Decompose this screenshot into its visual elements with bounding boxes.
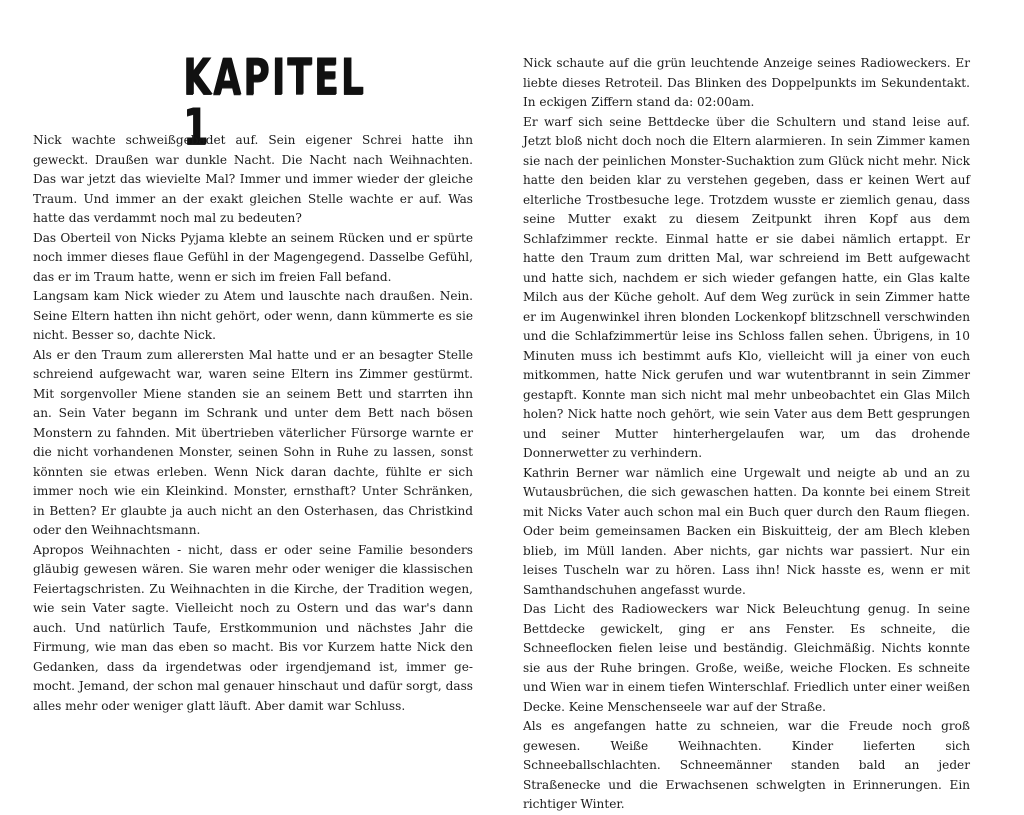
- paragraph: Kathrin Berner war nämlich eine Urgewalt und neigte ab und an zu Wutausbrüchen, die sich gewaschen hatten. Da konnte bei einem Streit mit Nicks Vater auch schon mal ein Buch quer durch den Raum fliegen. Oder beim gemeinsamen Backen ein Biskuitteig, der am Blech kleben blieb, im Müll landen. Aber nichts, gar nichts war passiert. Nur ein leises Tuscheln war zu hören. Lass ihn! Nick hasste es, wenn er mit Samthandschuhen angefasst wurde.: [523, 465, 970, 597]
- left-page-text: [33, 131, 473, 716]
- paragraph: Langsam kam Nick wieder zu Atem und lauschte nach draußen. Nein. Seine Eltern hatten ihn nicht gehört, oder wenn, dann kümmerte es sie nicht. Besser so, dachte Nick.: [33, 289, 473, 342]
- paragraph: Als er den Traum zum allerersten Mal hatte und er an besagter Stelle schreiend aufgewacht war, waren seine Eltern ins Zimmer gestürmt. Mit sorgenvoller Miene standen sie an seinem Bett und starrten ihn an. Sein Vater begann im Schrank und unter dem Bett nach bösen Monstern zu fahnden. Mit übertrieben väterlicher Fürsorge warnte er die nicht vorhandenen Monster, seinen Sohn in Ruhe zu lassen, sonst könnten sie etwas erleben. Wenn Nick daran dachte, fühlte er sich immer noch wie ein Kleinkind. Monster, ernsthaft? Unter Schränken, in Betten? Er glaubte ja auch nicht an den Osterhasen, das Christkind oder den Weihnachtsmann.: [33, 347, 473, 537]
- paragraph: Nick schaute auf die grün leuchtende Anzeige seines Radioweckers. Er liebte dieses Retroteil. Das Blinken des Doppelpunkts im Sekundentakt. In eckigen Ziffern stand da: 02:00am.: [523, 56, 970, 109]
- chapter-title: KAPITEL 1: [183, 48, 366, 156]
- paragraph: Apropos Weihnachten - nicht, dass er oder seine Familie besonders gläubig gewesen wären. Sie waren mehr oder weniger die klassischen Feiertagschristen. Zu Weihnachten in die Kirche, der Tradition wegen, wie sein Vater sagte. Vielleicht noch zu Ostern und das war's dann auch. Und natürlich Taufe, Erstkommunion und nächstes Jahr die Firmung, wie man das eben so macht. Bis vor Kurzem hatte Nick den Gedanken, dass da irgendetwas oder irgendjemand ist, immer gemocht. Jemand, der schon mal genauer hinschaut und dafür sorgt, dass alles mehr oder weniger glatt läuft. Aber damit war Schluss.: [33, 542, 473, 713]
- paragraph: Das Oberteil von Nicks Pyjama klebte an seinem Rücken und er spürte noch immer dieses flaue Gefühl in der Magengegend. Dasselbe Gefühl, das er im Traum hatte, wenn er sich im freien Fall befand.: [33, 230, 473, 284]
- right-page: [523, 54, 970, 815]
- paragraph: Nick wachte schweißgebadet auf. Sein eigener Schrei hatte ihn geweckt. Draußen war dunkle Nacht. Die Nacht nach Weihnachten. Das war jetzt das wievielte Mal? Immer und immer wieder der gleiche Traum. Und immer an der exakt gleichen Stelle wachte er auf. Was hatte das verdammt noch mal zu bedeuten?: [33, 133, 473, 225]
- paragraph: Als es angefangen hatte zu schneien, war die Freude noch groß gewesen. Weiße Weihnachten. Kinder lieferten sich Schneeballschlachten. Schneemänner standen bald an jeder Straßenecke und die Erwachsenen schwelgten in Erinnerungen. Ein richtiger Winter.: [523, 719, 970, 811]
- paragraph: Das Licht des Radioweckers war Nick Beleuchtung genug. In seine Bettdecke gewickelt, ging er ans Fenster. Es schneite, die Schneeflocken fielen leise und beständig. Gleichmäßig. Nichts konnte sie aus der Ruhe bringen. Große, weiße, weiche Flocken. Es schneite und Wien war in einem tiefen Winterschlaf. Friedlich unter einer weißen Decke. Keine Menschenseele war auf der Straße.: [523, 602, 970, 714]
- paragraph: Er warf sich seine Bettdecke über die Schultern und stand leise auf. Jetzt bloß nicht doch noch die Eltern alarmieren. In sein Zimmer kamen sie nach der peinlichen Monster-Suchaktion zum Glück nicht mehr. Nick hatte den beiden klar zu verstehen gegeben, dass er keinen Wert auf elterliche Trostbesuche lege. Trotzdem wusste er ziemlich genau, dass seine Mutter exakt zu diesem Zeitpunkt ihren Kopf aus dem Schlafzimmer reckte. Einmal hatte er sie dabei nämlich ertappt. Er hatte den Traum zum dritten Mal, war schreiend im Bett aufgewacht und hatte sich, nachdem er sich wieder gefangen hatte, ein Glas kalte Milch aus der Küche geholt. Auf dem Weg zurück in sein Zimmer hatte er im Augenwinkel ihren blonden Lockenkopf blitzschnell verschwinden und die Schlafzimmertür leise ins Schloss fallen sehen. Übrigens, in 10 Minuten muss ich bestimmt aufs Klo, vielleicht will ja einer von euch mitkommen, hatte Nick gerufen und war wutentbrannt in sein Zimmer gestapft. Konnte man sich nicht mal mehr unbeobachtet ein Glas Milch holen? Nick hatte noch gehört, wie sein Vater aus dem Bett gesprungen und seiner Mutter hinterhergelaufen war, um das drohende Donnerwetter zu verhindern.: [523, 114, 970, 460]
